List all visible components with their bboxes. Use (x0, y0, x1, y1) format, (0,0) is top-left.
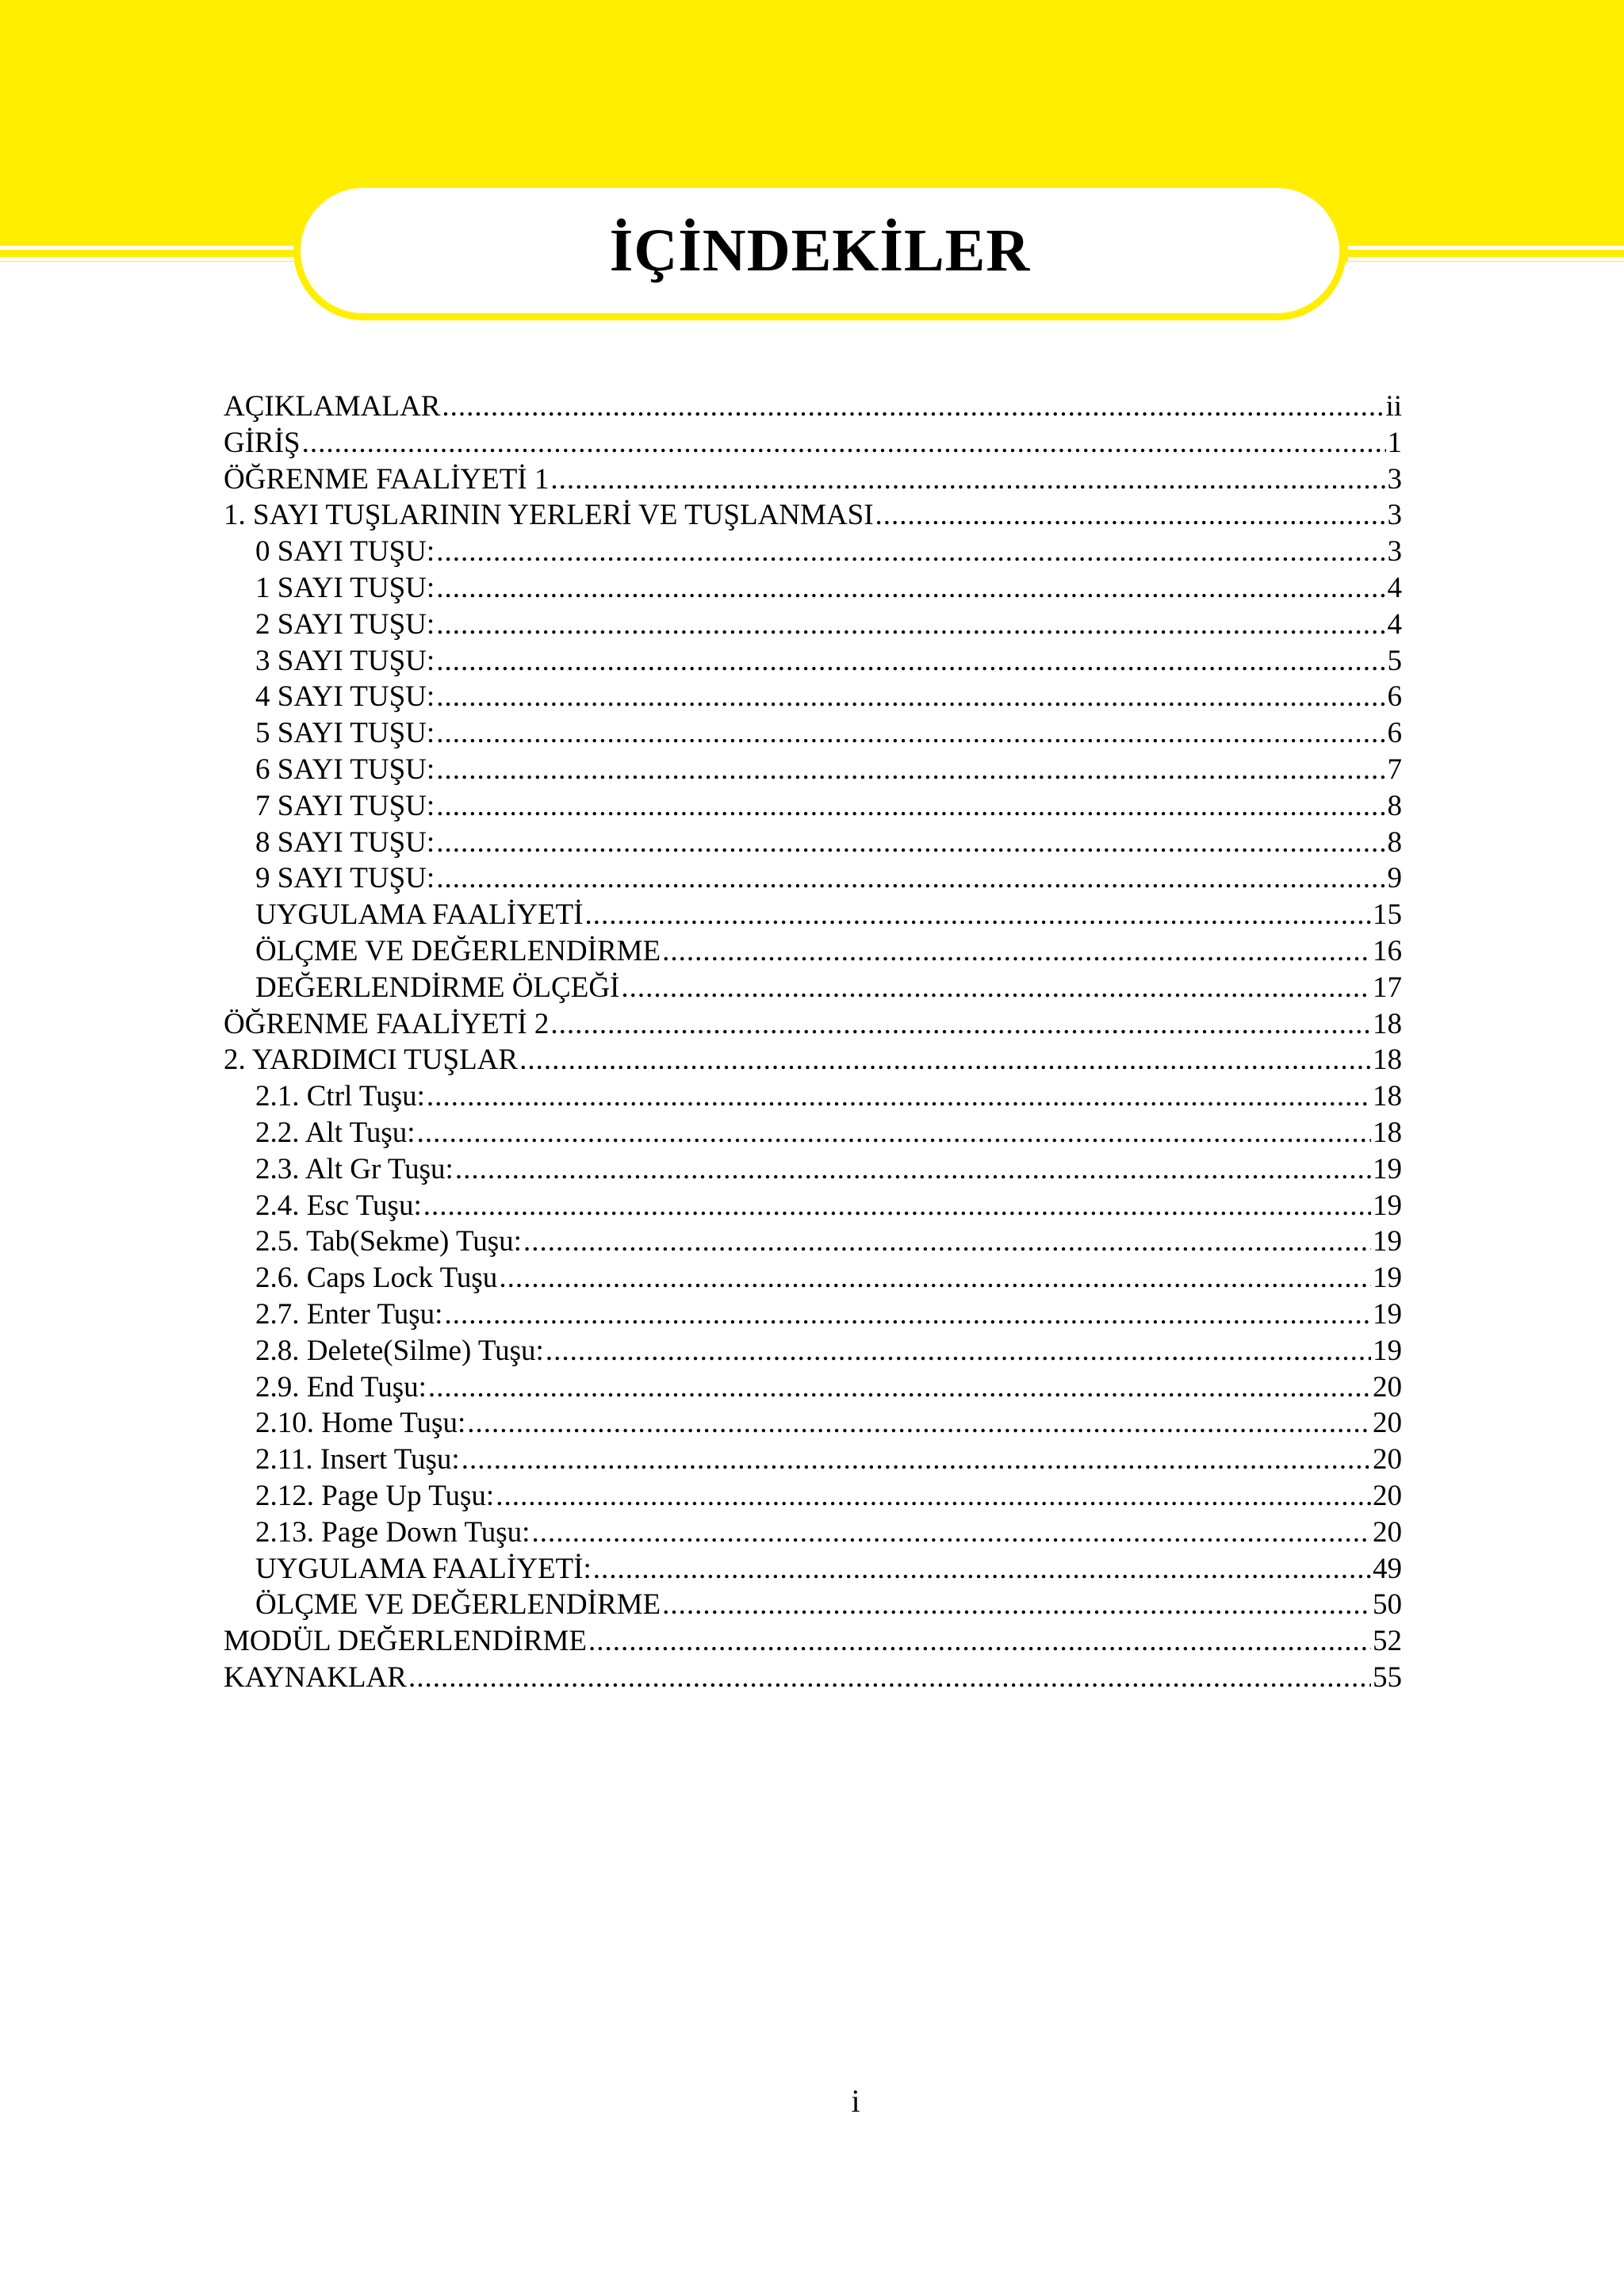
toc-entry-label: 2.2. Alt Tuşu: (255, 1116, 416, 1149)
toc-entry-label: 2.13. Page Down Tuşu: (255, 1515, 530, 1549)
toc-dot-leader (417, 1115, 1371, 1151)
toc-entry-page: 8 (1387, 789, 1402, 822)
toc-dot-leader (546, 1333, 1371, 1369)
toc-entry-label: 2.6. Caps Lock Tuşu (255, 1262, 498, 1295)
toc-entry[interactable] (224, 1188, 1402, 1224)
toc-entry-page: 19 (1373, 1334, 1402, 1367)
toc-entry-label: 2. YARDIMCI TUŞLAR (224, 1044, 519, 1077)
toc-dot-leader (467, 1405, 1371, 1442)
toc-entry[interactable] (224, 1660, 1402, 1696)
toc-dot-leader (531, 1515, 1371, 1551)
toc-entry-label: ÖLÇME VE DEĞERLENDİRME (255, 934, 661, 967)
toc-entry-page: 19 (1373, 1225, 1402, 1258)
toc-dot-leader (436, 715, 1385, 752)
toc-entry-page: 17 (1373, 971, 1402, 1004)
toc-entry-label: UYGULAMA FAALİYETİ: (255, 1552, 592, 1585)
toc-entry-label: KAYNAKLAR (224, 1660, 407, 1694)
toc-entry-page: 18 (1373, 1080, 1402, 1113)
toc-dot-leader (428, 1369, 1371, 1406)
toc-entry-label: 2.4. Esc Tuşu: (255, 1189, 422, 1222)
toc-dot-leader (436, 860, 1385, 897)
toc-dot-leader (444, 1296, 1371, 1333)
toc-entry-page: 52 (1373, 1625, 1402, 1658)
toc-entry-label: 4 SAYI TUŞU: (255, 680, 435, 714)
header-stripe (0, 257, 301, 261)
toc-entry[interactable] (224, 1623, 1402, 1660)
toc-dot-leader (462, 1442, 1371, 1478)
toc-dot-leader (662, 933, 1371, 970)
toc-entry-label: GİRİŞ (224, 426, 301, 459)
toc-entry-label: ÖĞRENME FAALİYETİ 1 (224, 462, 550, 496)
toc-entry[interactable] (224, 389, 1402, 425)
toc-entry-page: 6 (1387, 680, 1402, 714)
page-title: İÇİNDEKİLER (609, 216, 1031, 284)
toc-entry-page: 19 (1373, 1262, 1402, 1295)
toc-dot-leader (584, 897, 1371, 933)
toc-entry-page: 20 (1373, 1407, 1402, 1440)
toc-entry-label: 5 SAYI TUŞU: (255, 717, 435, 750)
toc-entry-label: 9 SAYI TUŞU: (255, 862, 435, 895)
toc-entry[interactable] (224, 1224, 1402, 1260)
toc-entry-label: UYGULAMA FAALİYETİ (255, 898, 584, 932)
toc-entry-page: 3 (1387, 535, 1402, 569)
toc-entry[interactable] (224, 897, 1402, 933)
toc-entry-page: 6 (1387, 717, 1402, 750)
toc-entry-page: 7 (1387, 753, 1402, 786)
toc-entry-page: 16 (1373, 934, 1402, 967)
toc-entry-label: 2.7. Enter Tuşu: (255, 1297, 443, 1331)
toc-entry-page: 3 (1387, 462, 1402, 496)
toc-entry-page: 20 (1373, 1479, 1402, 1512)
toc-entry-label: 0 SAYI TUŞU: (255, 535, 435, 569)
toc-entry[interactable] (224, 1296, 1402, 1333)
toc-entry[interactable] (224, 788, 1402, 825)
toc-entry[interactable] (224, 1515, 1402, 1551)
toc-entry[interactable] (224, 860, 1402, 897)
toc-entry-label: AÇIKLAMALAR (224, 390, 441, 423)
toc-entry-page: 3 (1387, 499, 1402, 532)
toc-entry-page: 5 (1387, 644, 1402, 677)
toc-entry-page: 18 (1373, 1044, 1402, 1077)
header-stripe (1348, 246, 1624, 250)
toc-entry-page: ii (1385, 390, 1402, 423)
toc-entry-label: DEĞERLENDİRME ÖLÇEĞİ (255, 971, 620, 1004)
toc-dot-leader (662, 1587, 1371, 1623)
toc-dot-leader (302, 425, 1386, 462)
toc-entry-page: 19 (1373, 1297, 1402, 1331)
toc-entry-page: 4 (1387, 571, 1402, 604)
toc-entry-label: 6 SAYI TUŞU: (255, 753, 435, 786)
toc-entry[interactable] (224, 425, 1402, 462)
toc-dot-leader (436, 607, 1385, 643)
toc-dot-leader (550, 462, 1385, 498)
toc-entry[interactable] (224, 1115, 1402, 1151)
toc-dot-leader (436, 788, 1385, 825)
toc-entry-label: 3 SAYI TUŞU: (255, 644, 435, 677)
toc-entry-page: 1 (1387, 426, 1402, 459)
toc-dot-leader (593, 1551, 1371, 1588)
toc-entry[interactable] (224, 534, 1402, 570)
toc-entry-label: 2.9. End Tuşu: (255, 1370, 427, 1404)
toc-entry[interactable] (224, 497, 1402, 534)
header-stripe (1348, 257, 1624, 261)
toc-entry-page: 15 (1373, 898, 1402, 932)
toc-dot-leader (436, 679, 1385, 715)
table-of-contents (224, 389, 1402, 1696)
toc-entry-page: 20 (1373, 1370, 1402, 1404)
toc-dot-leader (499, 1260, 1371, 1296)
toc-entry[interactable] (224, 1405, 1402, 1442)
toc-entry[interactable] (224, 1006, 1402, 1043)
toc-entry-page: 4 (1387, 607, 1402, 641)
toc-entry[interactable] (224, 1151, 1402, 1188)
toc-entry-page: 19 (1373, 1152, 1402, 1185)
toc-entry[interactable] (224, 715, 1402, 752)
toc-entry[interactable] (224, 1260, 1402, 1296)
toc-entry[interactable] (224, 1333, 1402, 1369)
toc-entry[interactable] (224, 1587, 1402, 1623)
toc-entry-label: 2.12. Page Up Tuşu: (255, 1479, 495, 1512)
toc-entry-label: 2.3. Alt Gr Tuşu: (255, 1152, 454, 1185)
page-number: i (851, 2083, 860, 2119)
toc-entry[interactable] (224, 570, 1402, 607)
toc-entry-page: 18 (1373, 1007, 1402, 1040)
toc-entry[interactable] (224, 462, 1402, 498)
toc-entry-label: 1 SAYI TUŞU: (255, 571, 435, 604)
toc-entry-label: ÖLÇME VE DEĞERLENDİRME (255, 1588, 661, 1622)
toc-entry-label: 2.11. Insert Tuşu: (255, 1443, 460, 1476)
toc-entry[interactable] (224, 933, 1402, 970)
toc-dot-leader (436, 752, 1385, 788)
toc-entry-page: 19 (1373, 1189, 1402, 1222)
toc-entry[interactable] (224, 1478, 1402, 1515)
toc-entry-label: 7 SAYI TUŞU: (255, 789, 435, 822)
title-banner (293, 181, 1346, 320)
toc-entry-page: 55 (1373, 1660, 1402, 1694)
toc-entry[interactable] (224, 1078, 1402, 1115)
toc-dot-leader (442, 389, 1384, 425)
toc-dot-leader (423, 1188, 1371, 1224)
toc-entry-page: 49 (1373, 1552, 1402, 1585)
toc-dot-leader (519, 1042, 1371, 1078)
toc-entry[interactable] (224, 970, 1402, 1006)
toc-dot-leader (523, 1224, 1371, 1260)
toc-dot-leader (436, 534, 1385, 570)
toc-entry[interactable] (224, 643, 1402, 680)
toc-dot-leader (875, 497, 1386, 534)
toc-entry[interactable] (224, 607, 1402, 643)
toc-entry-page: 18 (1373, 1116, 1402, 1149)
toc-entry[interactable] (224, 1442, 1402, 1478)
toc-entry-label: 2.1. Ctrl Tuşu: (255, 1080, 425, 1113)
toc-entry-page: 20 (1373, 1515, 1402, 1549)
toc-entry[interactable] (224, 752, 1402, 788)
toc-dot-leader (436, 825, 1385, 861)
toc-entry[interactable] (224, 679, 1402, 715)
toc-dot-leader (588, 1623, 1371, 1660)
toc-entry-label: MODÜL DEĞERLENDİRME (224, 1625, 588, 1658)
toc-entry-page: 9 (1387, 862, 1402, 895)
toc-entry[interactable] (224, 1369, 1402, 1406)
toc-entry-label: 2 SAYI TUŞU: (255, 607, 435, 641)
toc-dot-leader (436, 570, 1385, 607)
toc-dot-leader (436, 643, 1385, 680)
toc-dot-leader (550, 1006, 1371, 1043)
toc-entry-label: ÖĞRENME FAALİYETİ 2 (224, 1007, 550, 1040)
toc-dot-leader (621, 970, 1371, 1006)
toc-entry-page: 50 (1373, 1588, 1402, 1622)
toc-entry-page: 8 (1387, 825, 1402, 859)
toc-entry-label: 8 SAYI TUŞU: (255, 825, 435, 859)
toc-dot-leader (408, 1660, 1371, 1696)
toc-entry-label: 1. SAYI TUŞLARININ YERLERİ VE TUŞLANMASI (224, 499, 874, 532)
toc-entry-page: 20 (1373, 1443, 1402, 1476)
header-stripe (0, 246, 301, 250)
toc-entry-label: 2.5. Tab(Sekme) Tuşu: (255, 1225, 522, 1258)
toc-entry[interactable] (224, 1551, 1402, 1588)
toc-entry-label: 2.8. Delete(Silme) Tuşu: (255, 1334, 544, 1367)
toc-dot-leader (455, 1151, 1371, 1188)
toc-dot-leader (427, 1078, 1371, 1115)
toc-entry[interactable] (224, 1042, 1402, 1078)
toc-dot-leader (496, 1478, 1371, 1515)
toc-entry[interactable] (224, 825, 1402, 861)
toc-entry-label: 2.10. Home Tuşu: (255, 1407, 466, 1440)
